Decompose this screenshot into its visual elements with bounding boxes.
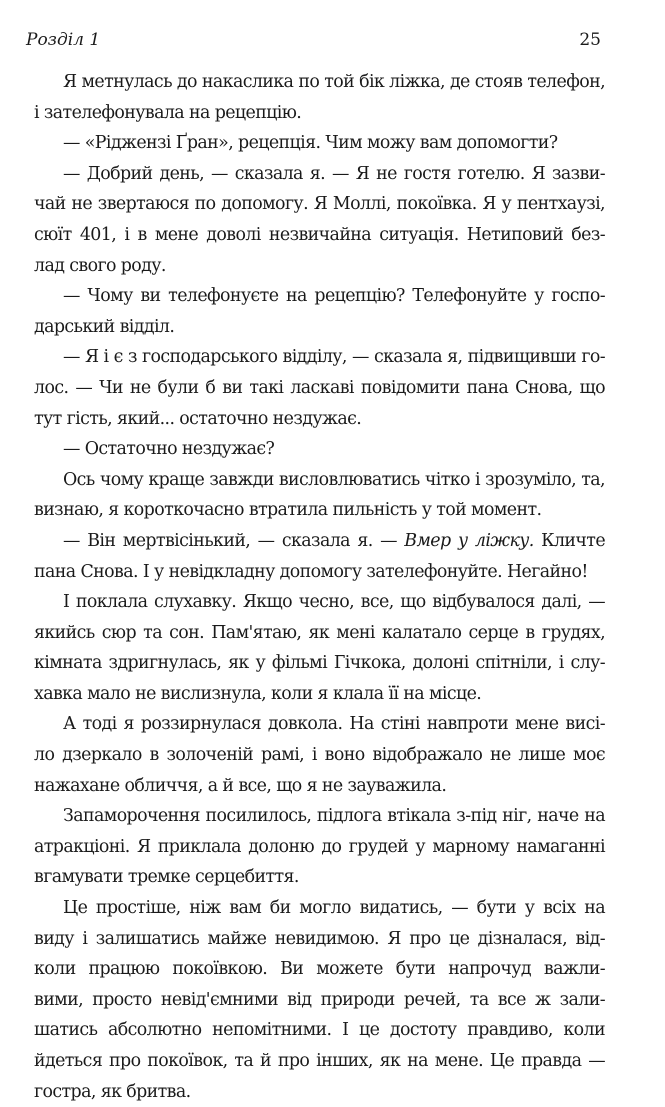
text-line <box>34 557 605 588</box>
text-line <box>34 862 605 893</box>
line-text: кімната здригнулась, як у фільмі Гічкока, долоні спітніли, і слу- <box>34 653 605 674</box>
text-line <box>34 1046 605 1077</box>
line-text: тут гість, який... остаточно нездужає. <box>34 408 362 429</box>
line-text: і зателефонувала на рецепцію. <box>34 102 302 123</box>
line-text: гостра, як бритва. <box>34 1081 191 1102</box>
text-line <box>34 342 605 373</box>
line-text: — Остаточно нездужає? <box>63 439 275 460</box>
text-line <box>34 98 605 129</box>
line-text: сюїт 401, і в мене доволі незвичайна ситуація. Нетиповий без- <box>34 224 605 245</box>
line-italic-text: Вмер у ліжку. <box>404 530 534 551</box>
line-text: І поклала слухавку. Якщо чесно, все, що відбувалося далі, — <box>63 592 605 613</box>
line-text: коли працюю покоївкою. Ви можете бути напрочуд важли- <box>34 959 605 980</box>
line-text: лад свого роду. <box>34 255 166 276</box>
text-line <box>34 434 605 465</box>
line-text: виду і залишатись майже невидимою. Я про це дізналася, від- <box>34 928 605 949</box>
line-text: ло дзеркало в золоченій рамі, і воно відображало не лише моє <box>34 745 605 766</box>
line-text: — Добрий день, — сказала я. — Я не гостя готелю. Я зазви- <box>63 163 605 184</box>
text-line <box>34 771 605 802</box>
line-text: нажахане обличчя, а й все, що я не зауважила. <box>34 775 447 796</box>
text-line <box>34 893 605 924</box>
text-line <box>34 679 605 710</box>
text-line <box>34 189 605 220</box>
text-line <box>34 618 605 649</box>
text-line <box>34 740 605 771</box>
text-line <box>34 648 605 679</box>
text-line <box>34 67 605 98</box>
text-line <box>34 985 605 1016</box>
line-text: Я метнулась до накаслика по той бік ліжка, де стояв телефон, <box>63 72 605 92</box>
text-line <box>34 373 605 404</box>
line-text: — Він мертвісінький, — сказала я. — <box>63 530 405 551</box>
text-line <box>34 954 605 985</box>
line-text: Запаморочення посилилось, підлога втікала з-під ніг, наче на <box>63 806 605 827</box>
body-text <box>34 67 605 1107</box>
line-text: шатись абсолютно непомітними. І це достоту правдиво, коли <box>34 1020 605 1041</box>
text-line <box>34 801 605 832</box>
line-text: лос. — Чи не були б ви такі ласкаві повідомити пана Снова, що <box>34 377 605 398</box>
line-text: атракціоні. Я приклала долоню до грудей у марному намаганні <box>34 836 605 857</box>
text-line <box>34 281 605 312</box>
text-line <box>34 832 605 863</box>
text-line <box>34 159 605 190</box>
line-text: визнаю, я короткочасно втратила пильність у той момент. <box>34 500 542 521</box>
chapter-title: Розділ 1 <box>26 30 101 50</box>
line-text: — Я і є з господарського відділу, — сказала я, підвищивши го- <box>63 347 605 368</box>
text-line <box>34 1077 605 1107</box>
line-text: йдеться про покоївок, та й про інших, як на мене. Це правда — <box>34 1051 605 1071</box>
line-text: дарський відділ. <box>34 316 175 337</box>
line-text: вими, просто невід'ємними від природи речей, та все ж зали- <box>34 989 605 1010</box>
page-header <box>26 30 601 54</box>
text-line <box>34 251 605 282</box>
text-line <box>34 1015 605 1046</box>
line-text: хавка мало не вислизнула, коли я клала її на місце. <box>34 683 482 704</box>
page-number: 25 <box>579 30 601 50</box>
line-text: якийсь сюр та сон. Пам'ятаю, як мені калатало серце в грудях, <box>34 622 605 643</box>
text-line <box>34 465 605 496</box>
line-text: чай не звертаюся по допомогу. Я Моллі, покоївка. Я у пентхаузі, <box>34 194 605 215</box>
line-text: А тоді я роззирнулася довкола. На стіні навпроти мене висі- <box>63 714 605 735</box>
text-line <box>34 128 605 159</box>
text-line <box>34 709 605 740</box>
line-text: — Чому ви телефонуєте на рецепцію? Телефонуйте у госпо- <box>63 286 605 307</box>
text-line <box>34 587 605 618</box>
text-line <box>34 404 605 435</box>
text-line <box>34 312 605 343</box>
text-line <box>34 220 605 251</box>
line-text: — «Ріджензі Ґран», рецепція. Чим можу вам допомогти? <box>63 133 558 154</box>
line-text: Ось чому краще завжди висловлюватись чітко і зрозуміло, та, <box>63 469 605 490</box>
line-text: пана Снова. І у невідкладну допомогу зателефонуйте. Негайно! <box>34 561 588 582</box>
text-line <box>34 526 605 557</box>
line-text: вгамувати тремке серцебиття. <box>34 867 299 888</box>
line-text: Це простіше, ніж вам би могло видатись, — бути у всіх на <box>63 898 605 919</box>
text-line <box>34 495 605 526</box>
line-text-after: Кличте <box>533 530 606 551</box>
text-line <box>34 924 605 955</box>
